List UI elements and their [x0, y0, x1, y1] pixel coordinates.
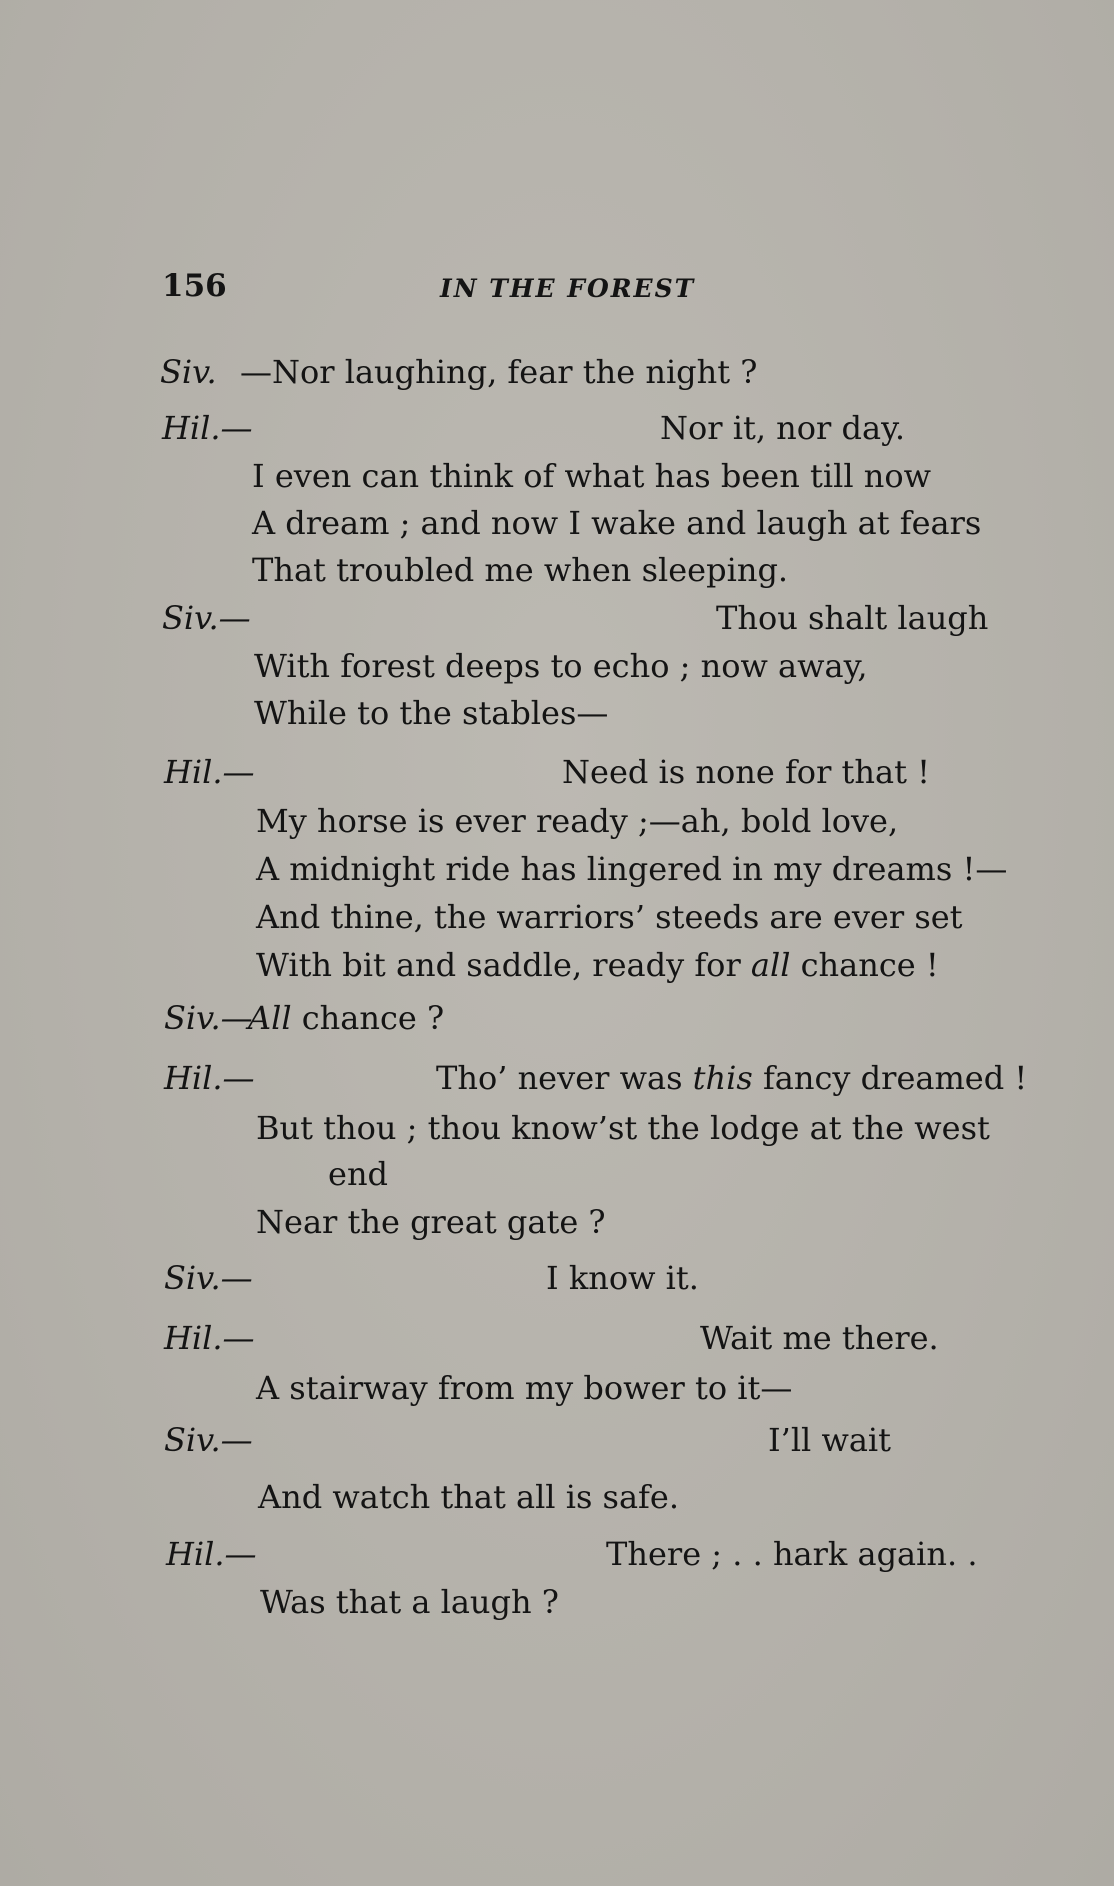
page-number: 156: [162, 268, 227, 304]
verse-line: There ; . . hark again. .: [606, 1535, 978, 1573]
verse-line: Thou shalt laugh: [716, 599, 989, 637]
verse-line: With forest deeps to echo ; now away,: [254, 647, 868, 685]
emphasis: this: [692, 1059, 753, 1097]
verse-line: A stairway from my bower to it—: [256, 1369, 793, 1407]
verse-line: And thine, the warriors’ steeds are ever set: [256, 898, 963, 936]
verse-line: —Nor laughing, fear the night ?: [240, 353, 758, 391]
speaker-label: Hil.—: [166, 1535, 257, 1573]
speaker-label: Siv.—: [164, 1421, 253, 1459]
verse-line: I’ll wait: [768, 1421, 892, 1459]
speaker-label: Siv.: [160, 353, 217, 391]
verse-line: While to the stables—: [254, 694, 609, 732]
verse-line: That troubled me when sleeping.: [252, 551, 789, 589]
verse-text: Tho’ never was: [436, 1059, 693, 1097]
verse-line: Nor it, nor day.: [660, 409, 906, 447]
verse-line: Near the great gate ?: [256, 1203, 606, 1241]
verse-text: chance !: [790, 946, 939, 984]
speaker-label: Hil.—: [164, 1319, 255, 1357]
verse-line: Wait me there.: [700, 1319, 939, 1357]
speaker-label: Siv.—: [164, 999, 253, 1037]
verse-line: [248, 999, 445, 1037]
speaker-label: Hil.—: [164, 1059, 255, 1097]
verse-line: end: [328, 1155, 389, 1193]
verse-line: [436, 1059, 1028, 1097]
verse-line: I even can think of what has been till now: [252, 457, 932, 495]
verse-line: I know it.: [546, 1259, 699, 1297]
verse-line: But thou ; thou know’st the lodge at the west: [256, 1109, 990, 1147]
speaker-label: Hil.—: [164, 753, 255, 791]
verse-text: With bit and saddle, ready for: [256, 946, 751, 984]
verse-line: A dream ; and now I wake and laugh at fears: [252, 504, 982, 542]
verse-line: [256, 946, 939, 984]
verse-line: Was that a laugh ?: [260, 1583, 559, 1621]
verse-text: chance ?: [291, 999, 445, 1037]
speaker-label: Siv.—: [164, 1259, 253, 1297]
emphasis: all: [750, 946, 791, 984]
verse-line: And watch that all is safe.: [258, 1478, 679, 1516]
verse-line: A midnight ride has lingered in my dreams !—: [256, 850, 1008, 888]
running-title: IN THE FOREST: [440, 274, 696, 303]
verse-text: fancy dreamed !: [752, 1059, 1028, 1097]
speaker-label: Hil.—: [162, 409, 253, 447]
speaker-label: Siv.—: [162, 599, 251, 637]
verse-line: Need is none for that !: [562, 753, 930, 791]
emphasis: All: [248, 999, 292, 1037]
verse-line: My horse is ever ready ;—ah, bold love,: [256, 802, 899, 840]
